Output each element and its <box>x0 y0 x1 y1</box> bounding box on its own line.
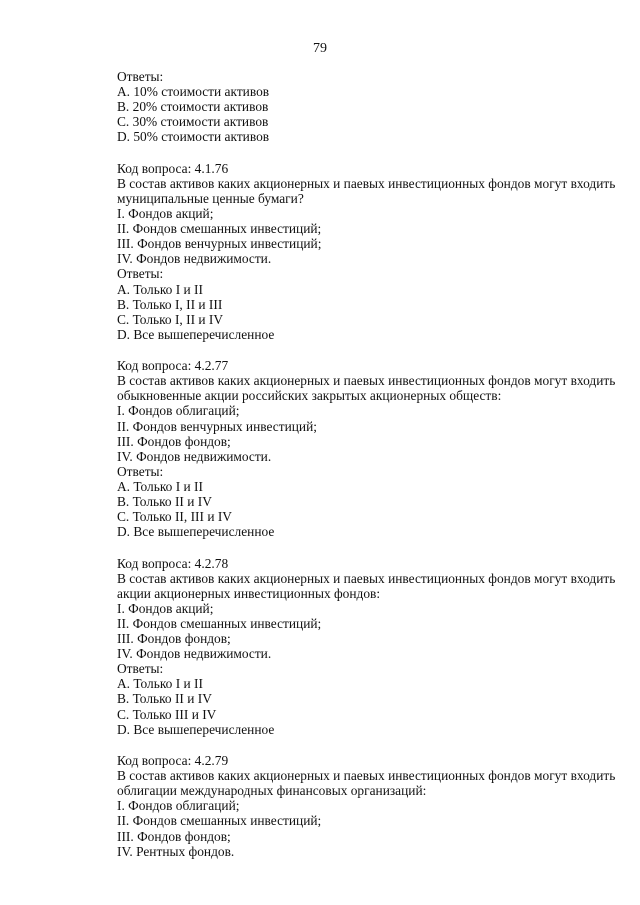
question-code: Код вопроса: 4.2.79 <box>117 753 229 769</box>
question-block <box>117 556 617 737</box>
answer-option: A. 10% стоимости активов <box>117 84 270 100</box>
question-code: Код вопроса: 4.2.78 <box>117 555 229 571</box>
answer-option: C. Только II, III и IV <box>117 509 232 525</box>
answer-option: B. 20% стоимости активов <box>117 99 269 115</box>
question-item: III. Фондов фондов; <box>117 433 231 449</box>
question-item: I. Фондов акций; <box>117 600 214 616</box>
question-item: III. Фондов фондов; <box>117 631 231 647</box>
question-item: IV. Фондов недвижимости. <box>117 448 272 464</box>
answers-block-top <box>117 69 617 144</box>
question-block <box>117 358 617 539</box>
question-block <box>117 161 617 342</box>
question-text: акции акционерных инвестиционных фондов: <box>117 585 381 601</box>
answer-option: B. Только II и IV <box>117 494 212 510</box>
question-code: Код вопроса: 4.2.77 <box>117 358 229 374</box>
question-item: II. Фондов венчурных инвестиций; <box>117 418 317 434</box>
answers-label: Ответы: <box>117 463 164 479</box>
answer-option: A. Только I и II <box>117 478 203 494</box>
question-item: II. Фондов смешанных инвестиций; <box>117 221 322 237</box>
answer-option: D. Все вышеперечисленное <box>117 721 275 737</box>
answer-option: A. Только I и II <box>117 676 203 692</box>
question-item: I. Фондов акций; <box>117 206 214 222</box>
question-text: облигации международных финансовых организаций: <box>117 783 427 799</box>
answer-option: B. Только I, II и III <box>117 296 223 312</box>
answer-option: D. 50% стоимости активов <box>117 129 270 145</box>
question-code: Код вопроса: 4.1.76 <box>117 160 229 176</box>
question-item: IV. Рентных фондов. <box>117 843 235 859</box>
answer-option: A. Только I и II <box>117 281 203 297</box>
question-item: III. Фондов венчурных инвестиций; <box>117 236 322 252</box>
page-content <box>117 69 617 875</box>
question-item: IV. Фондов недвижимости. <box>117 251 272 267</box>
question-block <box>117 753 617 859</box>
question-text: муниципальные ценные бумаги? <box>117 190 304 206</box>
answer-option: D. Все вышеперечисленное <box>117 326 275 342</box>
question-text: В состав активов каких акционерных и паевых инвестиционных фондов могут входить <box>117 373 616 389</box>
answer-option: B. Только II и IV <box>117 691 212 707</box>
answer-option: C. Только I, II и IV <box>117 311 224 327</box>
answer-option: D. Все вышеперечисленное <box>117 524 275 540</box>
question-item: I. Фондов облигаций; <box>117 403 240 419</box>
question-item: III. Фондов фондов; <box>117 828 231 844</box>
answers-label: Ответы: <box>117 266 164 282</box>
question-item: II. Фондов смешанных инвестиций; <box>117 813 322 829</box>
question-item: IV. Фондов недвижимости. <box>117 646 272 662</box>
answer-option: C. 30% стоимости активов <box>117 114 269 130</box>
question-text: В состав активов каких акционерных и паевых инвестиционных фондов могут входить <box>117 570 616 586</box>
question-item: II. Фондов смешанных инвестиций; <box>117 615 322 631</box>
question-text: В состав активов каких акционерных и паевых инвестиционных фондов могут входить <box>117 768 616 784</box>
answer-option: C. Только III и IV <box>117 706 217 722</box>
page-number: 79 <box>313 41 327 56</box>
question-text: В состав активов каких акционерных и паевых инвестиционных фондов могут входить <box>117 175 616 191</box>
question-item: I. Фондов облигаций; <box>117 798 240 814</box>
answers-label: Ответы: <box>117 661 164 677</box>
question-text: обыкновенные акции российских закрытых акционерных обществ: <box>117 388 502 404</box>
answers-label: Ответы: <box>117 69 164 84</box>
